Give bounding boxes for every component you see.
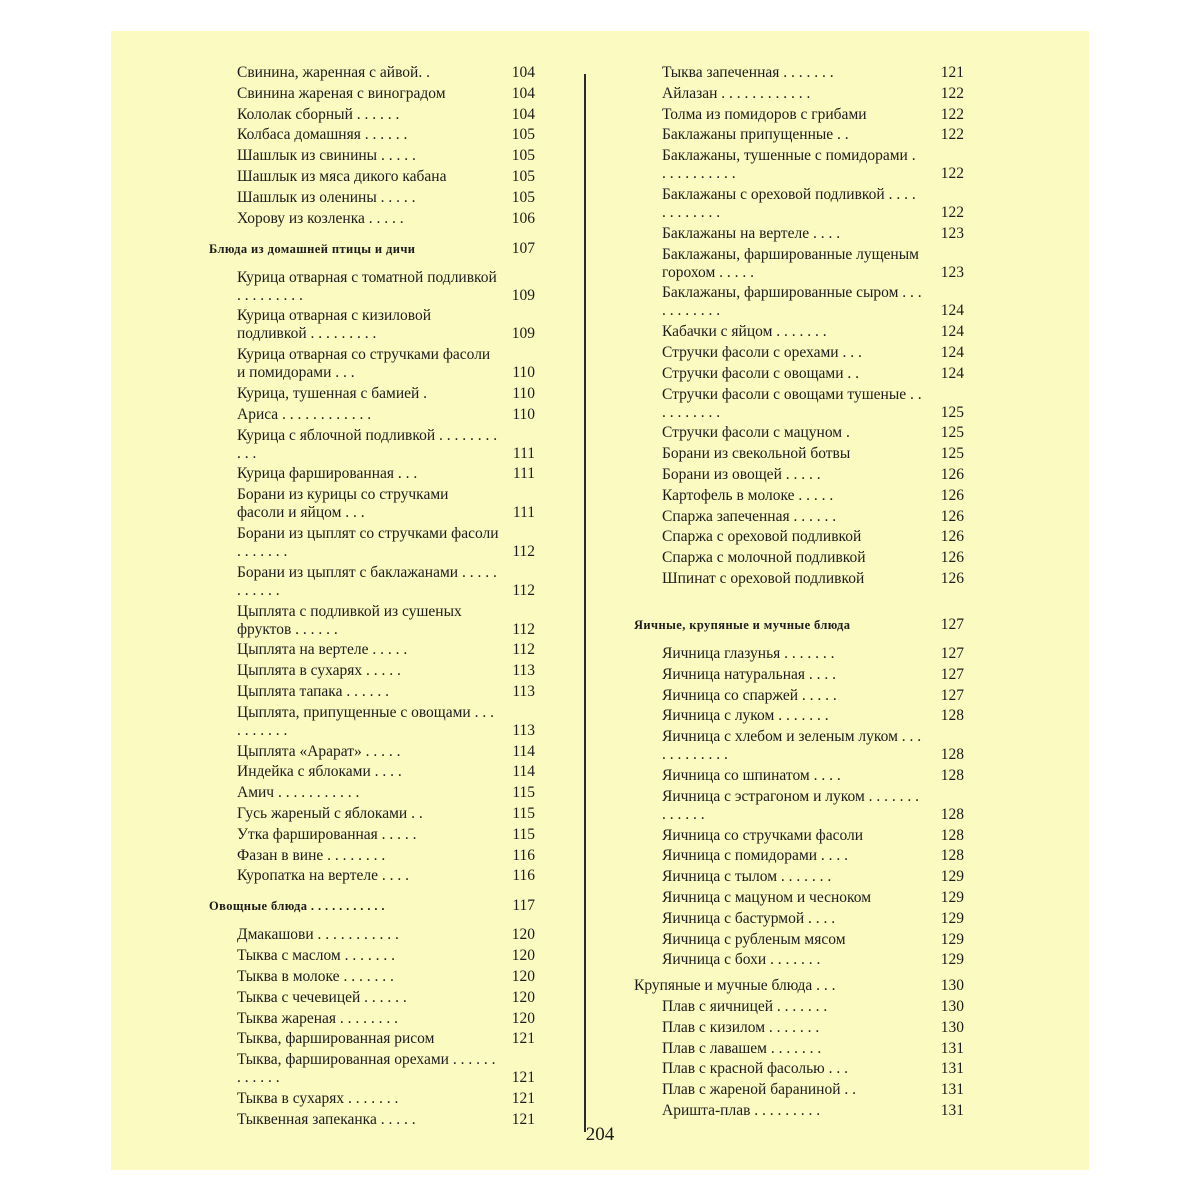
toc-entry (634, 666, 964, 684)
toc-entry-page: 130 (940, 1018, 964, 1036)
toc-entry-title: Свинина, жаренная с айвой. . (237, 64, 430, 81)
toc-section-heading (209, 897, 535, 915)
toc-entry (209, 784, 535, 802)
toc-entry-title: Свинина жареная с виноградом (237, 84, 446, 102)
toc-entry (634, 767, 964, 785)
toc-entry (209, 465, 535, 483)
toc-entry (209, 385, 535, 403)
book-page (111, 31, 1089, 1170)
toc-entry-page: 104 (511, 84, 535, 102)
toc-entry (209, 307, 535, 343)
toc-entry-page: 129 (940, 888, 964, 906)
toc-entry-title: Колбаса домашняя . . . . . . (237, 126, 408, 144)
toc-entry-page: 131 (940, 1102, 964, 1120)
toc-entry-title: Яичница с бохи . . . . . . . (662, 951, 821, 969)
toc-entry-title: Плав с жареной бараниной . . (662, 1081, 857, 1099)
toc-entry (634, 788, 964, 824)
toc-entry-title: Шашлык из мяса дикого кабана (237, 167, 447, 185)
toc-entry-title: Курица отварная с кизиловой подливкой . . . . . . . . . (237, 307, 431, 343)
toc-entry (634, 910, 964, 928)
toc-entry (209, 525, 535, 561)
toc-entry-page: 125 (940, 445, 964, 463)
toc-entry-page: 111 (512, 465, 535, 483)
toc-entry (209, 847, 535, 865)
toc-entry (209, 1010, 535, 1028)
toc-entry (209, 427, 535, 463)
toc-entry-page: 115 (512, 804, 535, 822)
toc-entry (634, 466, 964, 484)
toc-entry-page: 126 (940, 549, 964, 567)
toc-entry-title: Овощные блюда . . . . . . . . . . . (209, 899, 385, 914)
toc-entry-title: Борани из овощей . . . . . (662, 465, 821, 483)
toc-subsection-heading (634, 977, 964, 995)
toc-entry-page: 128 (940, 707, 964, 725)
toc-entry (634, 528, 964, 546)
toc-entry (209, 704, 535, 740)
toc-entry (634, 847, 964, 865)
toc-entry-page: 107 (511, 239, 535, 257)
toc-entry-title: Яичница со шпинатом . . . . (662, 766, 841, 784)
toc-entry-page: 116 (512, 846, 535, 864)
toc-entry (209, 763, 535, 781)
toc-entry (209, 269, 535, 305)
toc-entry-title: Яичница натуральная . . . . (662, 665, 837, 683)
toc-entry-page: 105 (511, 147, 535, 165)
toc-entry-title: Тыква запеченная . . . . . . . (662, 64, 834, 81)
toc-entry (209, 106, 535, 124)
toc-entry-title: Тыква с маслом . . . . . . . (237, 947, 395, 965)
toc-entry-title: Курица фаршированная . . . (237, 465, 418, 483)
toc-entry-page: 127 (940, 644, 964, 662)
toc-entry (209, 85, 535, 103)
toc-entry-title: Тыква жареная . . . . . . . . (237, 1009, 399, 1027)
toc-entry-page: 121 (940, 64, 964, 81)
toc-entry (209, 947, 535, 965)
toc-entry-page: 121 (511, 1110, 535, 1128)
toc-entry-page: 126 (940, 486, 964, 504)
toc-entry-page: 122 (940, 126, 964, 144)
toc-entry (634, 1081, 964, 1099)
toc-entry-page: 125 (940, 403, 964, 421)
toc-entry (209, 1090, 535, 1108)
toc-entry-title: Баклажаны припущенные . . (662, 126, 849, 144)
toc-entry-title: Баклажаны на вертеле . . . . (662, 224, 841, 242)
toc-entry-title: Картофель в молоке . . . . . (662, 486, 834, 504)
toc-entry (634, 931, 964, 949)
toc-entry-title: Плав с яичницей . . . . . . . (662, 998, 828, 1016)
toc-entry-page: 112 (512, 581, 535, 599)
toc-entry-page: 104 (511, 64, 535, 81)
toc-entry-title: Яичница с тылом . . . . . . . (662, 868, 832, 886)
toc-entry-page: 127 (940, 686, 964, 704)
toc-entry-title: Спаржа запеченная . . . . . . (662, 507, 837, 525)
toc-entry-title: Шашлык из оленины . . . . . (237, 188, 416, 206)
toc-entry-page: 114 (512, 742, 535, 760)
toc-entry (634, 1060, 964, 1078)
toc-entry-title: Яичница с рубленым мясом (662, 930, 846, 948)
toc-entry-page: 130 (940, 998, 964, 1016)
toc-entry-title: Яичница со стручками фасоли (662, 826, 864, 844)
toc-entry-title: Яичница с бастурмой . . . . (662, 909, 836, 927)
column-divider (584, 74, 586, 1132)
toc-entry (634, 365, 964, 383)
toc-entry-page: 110 (512, 364, 535, 382)
toc-entry (209, 662, 535, 680)
toc-entry (209, 346, 535, 382)
toc-entry-page: 124 (940, 343, 964, 361)
toc-entry-page: 128 (940, 746, 964, 764)
toc-entry-title: Плав с лавашем . . . . . . . (662, 1039, 822, 1057)
toc-entry-title: Стручки фасоли с орехами . . . (662, 343, 862, 361)
toc-entry (634, 323, 964, 341)
toc-entry-page: 122 (940, 165, 964, 183)
toc-entry-page: 104 (511, 105, 535, 123)
toc-entry (634, 687, 964, 705)
toc-entry-page: 110 (512, 405, 535, 423)
toc-entry-page: 120 (511, 947, 535, 965)
toc-entry-title: Кабачки с яйцом . . . . . . . (662, 323, 827, 341)
toc-entry (209, 926, 535, 944)
toc-entry (209, 805, 535, 823)
toc-entry (209, 147, 535, 165)
toc-entry (209, 867, 535, 885)
toc-entry-page: 112 (512, 620, 535, 638)
toc-entry-page: 120 (511, 967, 535, 985)
toc-entry (634, 487, 964, 505)
toc-entry (634, 424, 964, 442)
toc-entry-page: 121 (511, 1089, 535, 1107)
toc-entry-page: 124 (940, 364, 964, 382)
toc-entry (634, 344, 964, 362)
toc-entry-page: 125 (940, 424, 964, 442)
toc-entry (209, 826, 535, 844)
toc-entry-page: 126 (940, 507, 964, 525)
toc-entry-title: Борани из свекольной ботвы (662, 445, 851, 463)
toc-column-left (209, 64, 535, 1131)
toc-entry (634, 186, 964, 222)
toc-entry-title: Яичница с эстрагоном и луком . . . . . . . . . . . . . (662, 787, 920, 823)
toc-entry-title: Цыплята «Арарат» . . . . . (237, 742, 401, 760)
toc-entry-title: Гусь жареный с яблоками . . (237, 804, 423, 822)
toc-entry-page: 121 (511, 1069, 535, 1087)
toc-entry (634, 246, 964, 282)
toc-entry-title: Шашлык из свинины . . . . . (237, 147, 416, 165)
toc-entry-title: Индейка с яблоками . . . . (237, 763, 402, 781)
toc-entry-page: 129 (940, 930, 964, 948)
toc-entry (634, 85, 964, 103)
toc-entry (634, 998, 964, 1016)
toc-entry-page: 123 (940, 224, 964, 242)
toc-entry-title: Спаржа с молочной подливкой (662, 549, 866, 567)
toc-entry-title: Борани из цыплят с баклажанами . . . . . . . . . . . (237, 563, 497, 599)
toc-entry (209, 168, 535, 186)
toc-entry (634, 284, 964, 320)
toc-entry-title: Плав с кизилом . . . . . . . (662, 1018, 820, 1036)
toc-entry-page: 127 (940, 615, 964, 633)
toc-entry-page: 115 (512, 825, 535, 843)
toc-entry-title: Цыплята, припущенные с овощами . . . . . . . . . . (237, 703, 494, 739)
toc-entry (209, 641, 535, 659)
toc-entry-title: Утка фаршированная . . . . . (237, 825, 417, 843)
toc-section-heading (634, 616, 964, 634)
toc-entry-title: Цыплята тапака . . . . . . (237, 682, 389, 700)
toc-entry-title: Курица отварная со стручками фасоли и помидорами . . . (237, 346, 491, 382)
toc-entry (634, 386, 964, 422)
toc-entry (634, 147, 964, 183)
toc-entry-page: 113 (512, 662, 535, 680)
toc-entry-page: 120 (511, 1009, 535, 1027)
toc-entry (209, 989, 535, 1007)
toc-entry-title: Яичница с мацуном и чесноком (662, 888, 872, 906)
toc-entry-title: Яичница со спаржей . . . . . (662, 686, 837, 704)
toc-entry-title: Цыплята на вертеле . . . . . (237, 641, 408, 659)
toc-entry-title: Ариса . . . . . . . . . . . . (237, 405, 372, 423)
toc-entry-page: 112 (512, 542, 535, 560)
toc-entry (634, 868, 964, 886)
toc-entry-title: Яичница с помидорами . . . . (662, 847, 849, 865)
toc-entry (634, 951, 964, 969)
toc-entry-page: 122 (940, 84, 964, 102)
toc-entry (209, 683, 535, 701)
toc-entry (634, 1102, 964, 1120)
toc-entry-title: Фазан в вине . . . . . . . . (237, 846, 386, 864)
toc-entry (209, 406, 535, 424)
toc-entry-title: Аришта-плав . . . . . . . . . (662, 1102, 821, 1120)
toc-entry-title: Баклажаны с ореховой подливкой . . . . . . . . . . . . (662, 185, 916, 221)
toc-entry-page: 105 (511, 188, 535, 206)
toc-entry-title: Хорову из козленка . . . . . (237, 209, 404, 227)
toc-entry-page: 112 (512, 641, 535, 659)
toc-entry (634, 827, 964, 845)
toc-entry-page: 115 (512, 784, 535, 802)
toc-entry-title: Тыква в сухарях . . . . . . . (237, 1089, 399, 1107)
toc-entry-title: Яичные, крупяные и мучные блюда (634, 617, 851, 632)
toc-entry-page: 128 (940, 805, 964, 823)
toc-entry (634, 225, 964, 243)
toc-entry-page: 124 (940, 302, 964, 320)
toc-entry-title: Курица, тушенная с бамией . (237, 384, 428, 402)
toc-entry-page: 113 (512, 721, 535, 739)
toc-entry-page: 117 (512, 897, 535, 915)
toc-entry-title: Стручки фасоли с мацуном . (662, 424, 850, 442)
toc-entry (209, 1051, 535, 1087)
toc-entry-page: 124 (940, 323, 964, 341)
toc-entry-page: 129 (940, 951, 964, 969)
toc-entry-title: Яичница с хлебом и зеленым луком . . . . . . . . . . . . (662, 728, 922, 764)
toc-entry-page: 105 (511, 126, 535, 144)
toc-entry-page: 106 (511, 209, 535, 227)
toc-entry-page: 126 (940, 528, 964, 546)
toc-entry-title: Толма из помидоров с грибами (662, 105, 867, 123)
toc-entry-title: Яичница глазунья . . . . . . . (662, 644, 835, 662)
toc-entry-title: Амич . . . . . . . . . . . (237, 784, 360, 802)
toc-entry (634, 445, 964, 463)
toc-entry-title: Курица отварная с томатной подливкой . . . . . . . . . (237, 268, 497, 304)
toc-entry (634, 549, 964, 567)
toc-entry-page: 111 (512, 444, 535, 462)
toc-entry-title: Цыплята в сухарях . . . . . (237, 662, 401, 680)
toc-entry-title: Борани из цыплят со стручками фасоли . . . . . . . (237, 524, 499, 560)
toc-entry-title: Кололак сборный . . . . . . (237, 105, 400, 123)
toc-entry-title: Баклажаны, фаршированные сыром . . . . . . . . . . . (662, 284, 922, 320)
toc-entry (634, 707, 964, 725)
toc-entry (209, 564, 535, 600)
toc-entry (634, 728, 964, 764)
toc-entry (209, 486, 535, 522)
toc-entry-title: Тыква, фаршированная рисом (237, 1030, 435, 1048)
toc-entry (634, 64, 964, 82)
toc-entry-page: 127 (940, 665, 964, 683)
toc-entry (634, 126, 964, 144)
toc-entry-title: Блюда из домашней птицы и дичи (209, 241, 416, 256)
toc-entry-title: Айлазан . . . . . . . . . . . . (662, 84, 811, 102)
toc-entry (634, 1019, 964, 1037)
toc-entry-page: 120 (511, 926, 535, 944)
toc-entry (209, 1030, 535, 1048)
toc-entry-page: 128 (940, 766, 964, 784)
toc-entry (209, 64, 535, 82)
toc-section-heading (209, 240, 535, 258)
toc-entry-page: 128 (940, 847, 964, 865)
toc-entry-page: 130 (940, 977, 964, 995)
toc-entry-page: 111 (512, 504, 535, 522)
toc-entry-page: 122 (940, 105, 964, 123)
toc-entry-title: Стручки фасоли с овощами . . (662, 364, 860, 382)
page-number: 204 (585, 1124, 615, 1145)
toc-entry-title: Курица с яблочной подливкой . . . . . . . . . . . (237, 426, 498, 462)
toc-entry-page: 109 (511, 286, 535, 304)
toc-entry-title: Тыква, фаршированная орехами . . . . . . . . . . . . (237, 1051, 496, 1087)
toc-entry-page: 121 (511, 1030, 535, 1048)
toc-entry-page: 129 (940, 909, 964, 927)
toc-entry-page: 131 (940, 1060, 964, 1078)
toc-entry-title: Тыква с чечевицей . . . . . . (237, 988, 407, 1006)
toc-entry (634, 508, 964, 526)
toc-entry-page: 129 (940, 868, 964, 886)
toc-entry-page: 123 (940, 263, 964, 281)
toc-entry-title: Борани из курицы со стручками фасоли и яйцом . . . (237, 486, 449, 522)
toc-entry-page: 110 (512, 384, 535, 402)
toc-entry (634, 570, 964, 588)
toc-entry-page: 126 (940, 465, 964, 483)
toc-entry-page: 113 (512, 682, 535, 700)
toc-entry-title: Крупяные и мучные блюда . . . (634, 977, 836, 995)
toc-entry-page: 122 (940, 203, 964, 221)
toc-entry-title: Тыквенная запеканка . . . . . (237, 1110, 416, 1128)
toc-entry (209, 743, 535, 761)
toc-column-right (634, 64, 964, 1123)
toc-entry-title: Куропатка на вертеле . . . . (237, 867, 409, 885)
toc-entry-title: Баклажаны, тушенные с помидорами . . . . . . . . . . . (662, 147, 916, 183)
toc-entry-page: 126 (940, 569, 964, 587)
toc-entry-title: Баклажаны, фаршированные лущеным горохом . . . . . (662, 245, 919, 281)
toc-entry-page: 120 (511, 988, 535, 1006)
toc-entry (209, 126, 535, 144)
toc-entry-page: 131 (940, 1081, 964, 1099)
toc-entry-title: Дмакашови . . . . . . . . . . . (237, 926, 399, 944)
toc-entry-title: Тыква в молоке . . . . . . . (237, 967, 394, 985)
toc-entry-page: 116 (512, 867, 535, 885)
toc-entry-page: 114 (512, 763, 535, 781)
toc-entry-title: Стручки фасоли с овощами тушеные . . . . . . . . . . (662, 385, 922, 421)
toc-entry-title: Цыплята с подливкой из сушеных фруктов . . . . . . (237, 602, 462, 638)
toc-entry-title: Спаржа с ореховой подливкой (662, 528, 862, 546)
toc-entry (209, 210, 535, 228)
toc-entry-page: 131 (940, 1039, 964, 1057)
toc-entry-title: Яичница с луком . . . . . . . (662, 707, 829, 725)
toc-entry-page: 105 (511, 167, 535, 185)
toc-entry (209, 968, 535, 986)
toc-entry (634, 1040, 964, 1058)
toc-entry (209, 603, 535, 639)
toc-entry (634, 106, 964, 124)
toc-entry-title: Плав с красной фасолью . . . (662, 1060, 848, 1078)
toc-entry-title: Шпинат с ореховой подливкой (662, 569, 865, 587)
toc-entry (209, 189, 535, 207)
toc-entry-page: 128 (940, 826, 964, 844)
toc-entry (634, 889, 964, 907)
toc-entry-page: 109 (511, 325, 535, 343)
toc-entry (634, 645, 964, 663)
